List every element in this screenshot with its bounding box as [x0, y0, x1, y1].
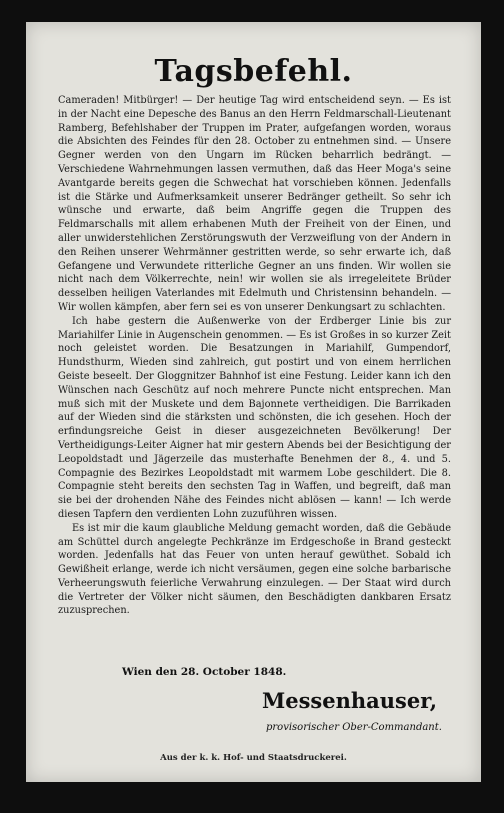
document-title: Tagsbefehl.: [154, 54, 353, 89]
signatory-rank: provisorischer Ober-Commandant.: [266, 722, 442, 733]
paragraph: Cameraden! Mitbürger! — Der heutige Tag wird entscheidend seyn. — Es ist in der Nacht eine Depesche des Banus an den Herrn Feldmarschall-Lieutenant Ramberg, Befehlshaber der Truppen im Prater, aufgefangen worden, woraus die Absichten des Feindes für den 28. October zu entnehmen sind. — Unsere Gegner werden von den Ungarn im Rücken beharrlich bedrängt. — Verschiedene Wahrnehmungen lassen vermuthen, daß das Heer Moga's seine Avantgarde bereits gegen die Schwechat hat vorschieben können. Jedenfalls ist die Stärke und Aufmerksamkeit unserer Bedränger getheilt. So sehr ich wünsche und erwarte, daß beim Angriffe gegen die Truppen des Feldmarschalls mit allem erhabenen Muth der Freiheit von der Einen, und aller unwiderstehlichen Zerstörungswuth der Verzweiflung von der Andern in den Reihen unserer Wehrmänner gestritten werde, so sehr erwarte ich, daß Gefangene und Verwundete ritterliche Gegner an uns finden. Wir wollen sie nicht nach dem Völkerrechte, nein! wir wollen sie als irregeleitete Brüder desselben heiligen Vaterlandes mit Edelmuth und Christensinn behandeln. — Wir wollen kämpfen, aber fern sei es von unserer Denkungsart zu schlachten.: [58, 95, 451, 313]
document-date: Wien den 28. October 1848.: [122, 666, 287, 678]
document-sheet: [26, 22, 481, 782]
document-body: [58, 94, 451, 618]
paragraph: Ich habe gestern die Außenwerke von der Erdberger Linie bis zur Mariahilfer Linie in Augenschein genommen. — Es ist Großes in so kurzer Zeit noch geleistet worden. Die Besatzungen in Mariahilf, Gumpendorf, Hundsthurm, Wieden sind zahlreich, gut postirt und von einem herrlichen Geiste beseelt. Der Gloggnitzer Bahnhof ist eine Festung. Leider kann ich den Wünschen nach Geschütz auf noch mehrere Puncte nicht entsprechen. Man muß sich mit der Muskete und dem Bajonnete vertheidigen. Die Barrikaden auf der Wieden sind die stärksten und schönsten, die ich gesehen. Hoch der erfindungsreiche Geist in dieser ausgezeichneten Bevölkerung! Der Vertheidigungs-Leiter Aigner hat mir gestern Abends bei der Besichtigung der Leopoldstadt und Jägerzeile das musterhafte Benehmen der 8., 4. und 5. Compagnie des Bezirkes Leopoldstadt mit warmem Lobe geschildert. Die 8. Compagnie steht bereits den sechsten Tag in Waffen, und begreift, daß man sie bei der drohenden Nähe des Feindes nicht ablösen — kann! — Ich werde diesen Tapfern den verdienten Lohn zuzuführen wissen.: [58, 315, 451, 520]
printer-imprint: Aus der k. k. Hof- und Staatsdruckerei.: [160, 753, 347, 763]
signature: Messenhauser,: [262, 688, 438, 713]
paragraph: Es ist mir die kaum glaubliche Meldung gemacht worden, daß die Gebäude am Schüttel durch angelegte Pechkränze im Erdgeschoße in Brand gesteckt worden. Jedenfalls hat das Feuer von unten herauf gewüthet. Sobald ich Gewißheit erlange, werde ich nicht versäumen, gegen eine solche barbarische Verheerungswuth feierliche Verwahrung einzulegen. — Der Staat wird durch die Vertreter der Völker nicht säumen, den Beschädigten dankbaren Ersatz zuzusprechen.: [58, 522, 451, 617]
